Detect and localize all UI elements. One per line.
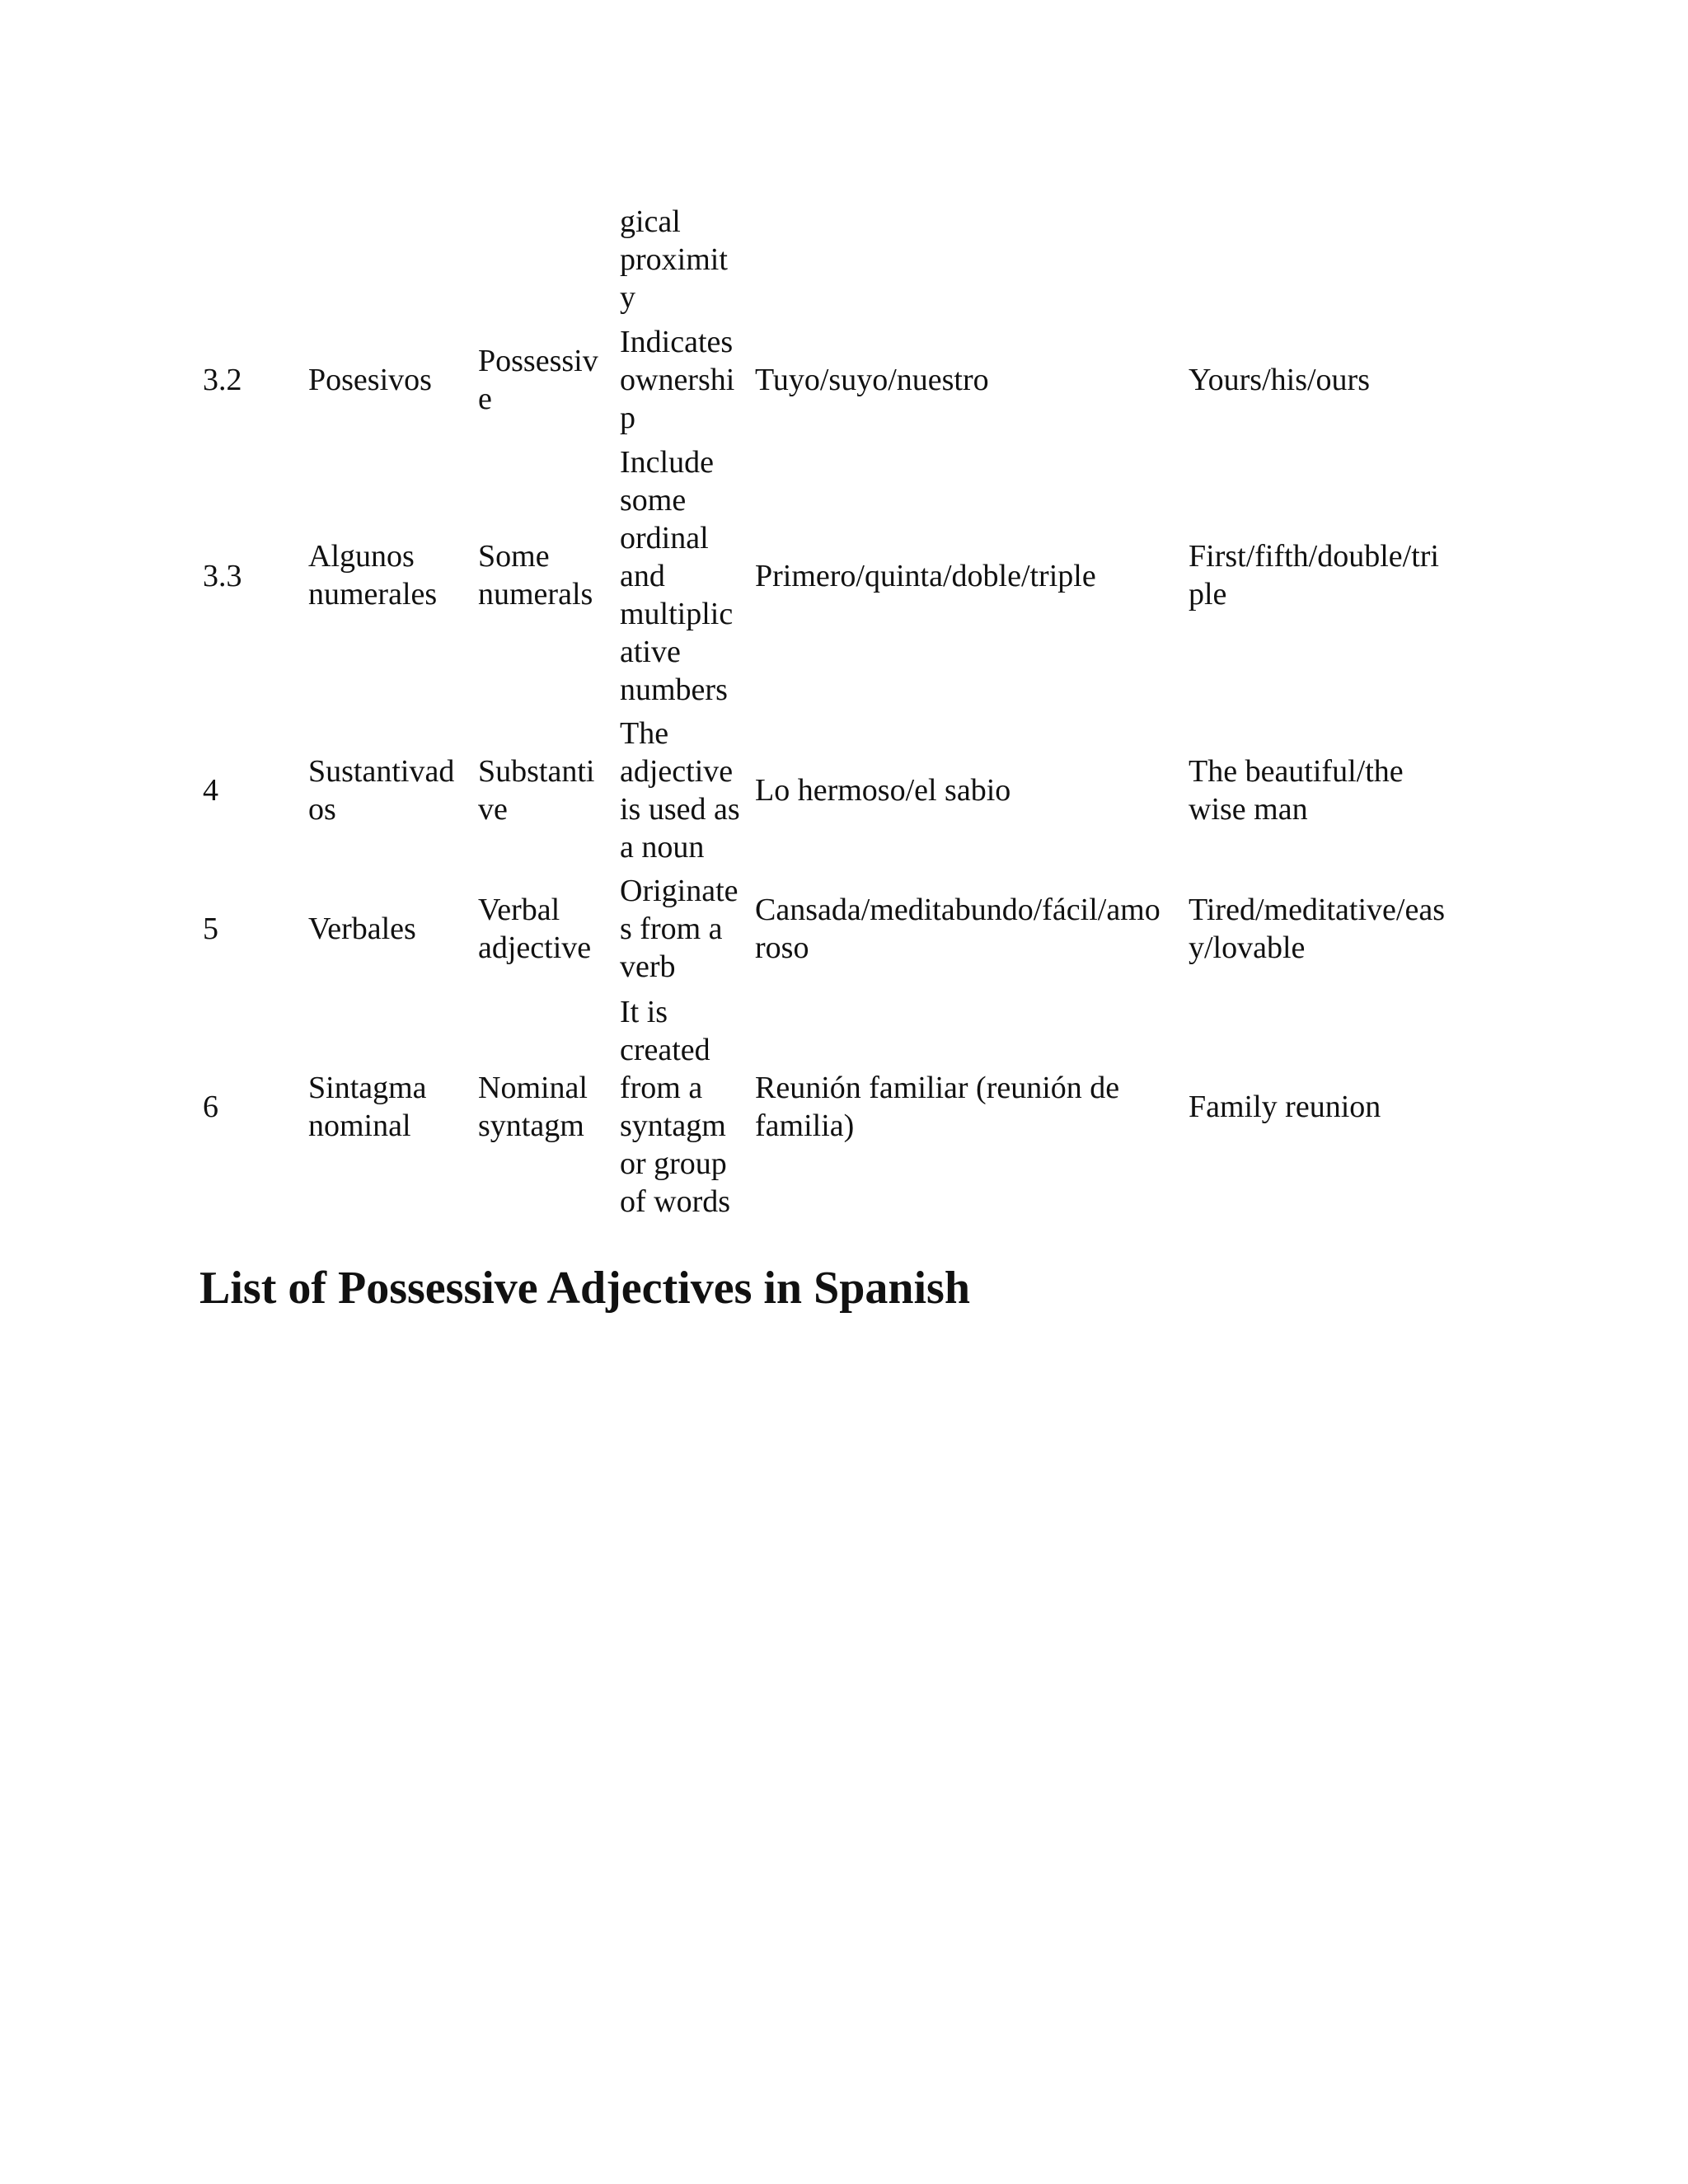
table-cell-description: verb (620, 949, 676, 984)
table-cell-description: Originate (620, 874, 738, 908)
table-cell-english: ve (478, 792, 508, 827)
table-cell-number: 4 (203, 773, 218, 808)
table-cell-example-es: Primero/quinta/doble/triple (755, 559, 1096, 593)
table-cell-spanish: nominal (308, 1108, 411, 1143)
table-cell-example-en: Family reunion (1189, 1090, 1381, 1124)
table-cell-description: or group (620, 1146, 727, 1181)
table-cell-text: proximit (620, 242, 728, 277)
table-cell-description: from a (620, 1071, 703, 1105)
table-cell-description: of words (620, 1184, 731, 1219)
table-cell-spanish: Algunos (308, 539, 415, 574)
table-cell-description: is used as (620, 792, 740, 827)
table-cell-example-es: Tuyo/suyo/nuestro (755, 363, 989, 397)
table-cell-example-es: Cansada/meditabundo/fácil/amo (755, 893, 1160, 927)
table-cell-description: Include (620, 445, 714, 480)
table-cell-english: numerals (478, 577, 593, 612)
table-cell-example-es: Reunión familiar (reunión de (755, 1071, 1120, 1105)
table-cell-example-es: familia) (755, 1108, 855, 1143)
table-cell-description: ownershi (620, 363, 735, 397)
table-cell-english: syntagm (478, 1108, 584, 1143)
table-cell-example-en: Yours/his/ours (1189, 363, 1370, 397)
table-cell-description: p (620, 401, 635, 435)
table-cell-english: Possessiv (478, 344, 598, 378)
table-cell-description: s from a (620, 912, 723, 946)
table-cell-text: y (620, 280, 635, 315)
table-cell-example-en: wise man (1189, 792, 1308, 827)
table-cell-description: some (620, 483, 687, 518)
table-cell-description: ative (620, 635, 681, 669)
table-cell-number: 3.2 (203, 363, 242, 397)
table-cell-spanish: Sustantivad (308, 754, 455, 789)
table-cell-english: Some (478, 539, 550, 574)
table-cell-number: 6 (203, 1090, 218, 1124)
table-cell-english: e (478, 382, 492, 416)
table-cell-spanish: Posesivos (308, 363, 432, 397)
table-cell-description: adjective (620, 754, 734, 789)
table-cell-example-es: Lo hermoso/el sabio (755, 773, 1011, 808)
table-cell-description: It is (620, 995, 668, 1029)
table-cell-description: Indicates (620, 325, 734, 359)
table-cell-description: created (620, 1033, 710, 1067)
table-cell-description: The (620, 716, 669, 751)
table-cell-english: Nominal (478, 1071, 588, 1105)
table-cell-example-en: First/fifth/double/tri (1189, 539, 1439, 574)
table-cell-example-en: y/lovable (1189, 930, 1306, 965)
table-cell-description: a noun (620, 830, 705, 865)
table-cell-number: 3.3 (203, 559, 242, 593)
table-cell-text: gical (620, 204, 681, 239)
table-cell-number: 5 (203, 912, 218, 946)
table-cell-spanish: Sintagma (308, 1071, 427, 1105)
table-cell-description: syntagm (620, 1108, 726, 1143)
table-cell-description: multiplic (620, 597, 734, 631)
table-cell-description: and (620, 559, 665, 593)
table-cell-description: numbers (620, 673, 728, 707)
table-cell-spanish: os (308, 792, 336, 827)
table-cell-example-es: roso (755, 930, 809, 965)
table-cell-description: ordinal (620, 521, 709, 555)
table-cell-spanish: numerales (308, 577, 438, 612)
table-cell-example-en: Tired/meditative/eas (1189, 893, 1445, 927)
table-cell-english: Substanti (478, 754, 595, 789)
table-cell-english: adjective (478, 930, 592, 965)
table-cell-example-en: The beautiful/the (1189, 754, 1404, 789)
table-cell-example-en: ple (1189, 577, 1227, 612)
table-cell-spanish: Verbales (308, 912, 416, 946)
section-heading: List of Possessive Adjectives in Spanish (199, 1263, 970, 1314)
table-cell-english: Verbal (478, 893, 560, 927)
